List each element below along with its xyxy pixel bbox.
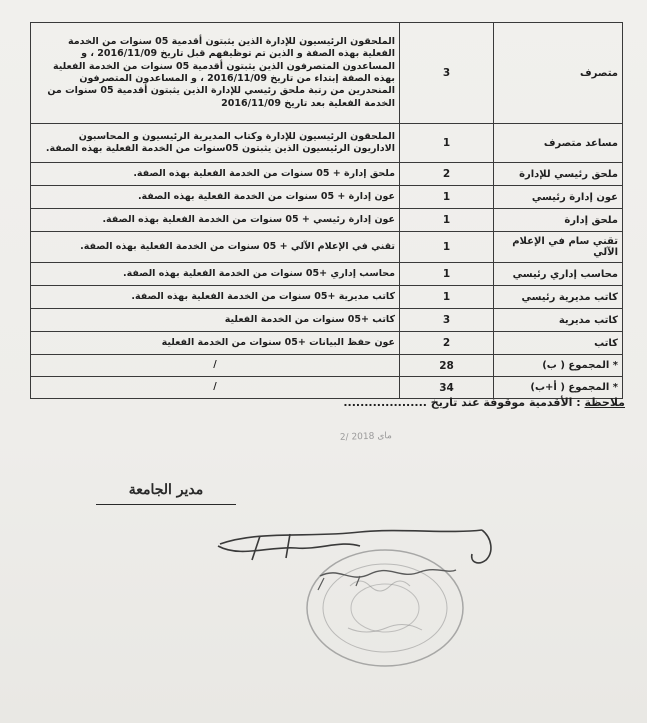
note-label: ملاحظة [584,396,625,409]
director-title: مدير الجامعة [128,482,204,498]
total-condition-cell: / [31,355,400,377]
table-row [31,209,623,232]
grade-cell: كاتب مديرية رئيسي [494,286,623,309]
total-row [31,355,623,377]
grade-cell: مساعد متصرف [494,124,623,163]
handwritten-date: 2/ مای 2018 [339,431,393,443]
total-label-cell: * المجموع ( ب) [494,355,623,377]
note-text: : الأقدمية موقوفة عند تاريخ .................... [343,396,581,409]
condition-cell: عون إدارة + 05 سنوات من الخدمة الفعلية بهذه الصفة. [31,186,400,209]
director-underline [96,504,236,505]
table-row [31,124,623,163]
table-row [31,186,623,209]
table-row [31,232,623,263]
handwritten-signature-icon [218,530,491,590]
condition-cell: كاتب مديرية +05 سنوات من الخدمة الفعلية بهذه الصفة. [31,286,400,309]
condition-cell: الملحقون الرئيسيون للإدارة وكتاب المديرية الرئيسيون و المحاسبون الاداريون الرئيسيون الذين يثبتون 05سنوات من الخدمة الفعلية بهذه الصفة. [31,124,400,163]
promotion-table [30,22,623,399]
count-cell: 2 [400,332,494,355]
count-cell: 1 [400,124,494,163]
condition-cell: تقني في الإعلام الآلي + 05 سنوات من الخدمة الفعلية بهذه الصفة. [31,232,400,263]
official-seal-icon [307,550,463,666]
promotion-table-container [30,22,623,399]
signature-and-seal [200,516,500,676]
grade-cell: ملحق إدارة [494,209,623,232]
grade-cell: تقني سام في الإعلام الآلي [494,232,623,263]
count-cell: 2 [400,163,494,186]
grade-cell: متصرف [494,23,623,124]
condition-cell: عون إدارة رئيسي + 05 سنوات من الخدمة الفعلية بهذه الصفة. [31,209,400,232]
grade-cell: محاسب إداري رئيسي [494,263,623,286]
count-cell: 1 [400,186,494,209]
total-count-cell: 28 [400,355,494,377]
grade-cell: كاتب [494,332,623,355]
condition-cell: كاتب +05 سنوات من الخدمة الفعلية [31,309,400,332]
grade-cell: ملحق رئيسي للإدارة [494,163,623,186]
table-row [31,286,623,309]
table-row [31,309,623,332]
grade-cell: كاتب مديرية [494,309,623,332]
grade-cell: عون إدارة رئيسي [494,186,623,209]
table-row [31,163,623,186]
count-cell: 3 [400,23,494,124]
count-cell: 1 [400,232,494,263]
count-cell: 1 [400,263,494,286]
count-cell: 1 [400,286,494,309]
note [343,396,625,409]
total-condition-cell: / [31,377,400,399]
total-label-cell: * المجموع ( أ+ب) [494,377,623,399]
condition-cell: ملحق إدارة + 05 سنوات من الخدمة الفعلية بهذه الصفة. [31,163,400,186]
table-row [31,23,623,124]
condition-cell: محاسب إداري +05 سنوات من الخدمة الفعلية بهذه الصفة. [31,263,400,286]
table-row [31,332,623,355]
table-row [31,263,623,286]
count-cell: 1 [400,209,494,232]
count-cell: 3 [400,309,494,332]
total-count-cell: 34 [400,377,494,399]
condition-cell: عون حفظ البيانات +05 سنوات من الخدمة الفعلية [31,332,400,355]
condition-cell: الملحقون الرئيسيون للإدارة الذين يثبتون أقدمية 05 سنوات من الخدمة الفعلية بهذه الصفة و الذين تم توظيفهم قبل تاريخ 2016/11/09 ، و المساعدون المتصرفون الذين يثبتون أقدمية 05 سنوات من الخدمة الفعلية بهذه الصفة إبتداء من تاريخ 2016/11/09 ، و المساعدون المتصرفون المنحدرين من رتبة ملحق رئيسي للإدارة الذين يثبتون أقدمية 05 سنوات من الخدمة الفعلية بعد تاريخ 2016/11/09 [31,23,400,124]
